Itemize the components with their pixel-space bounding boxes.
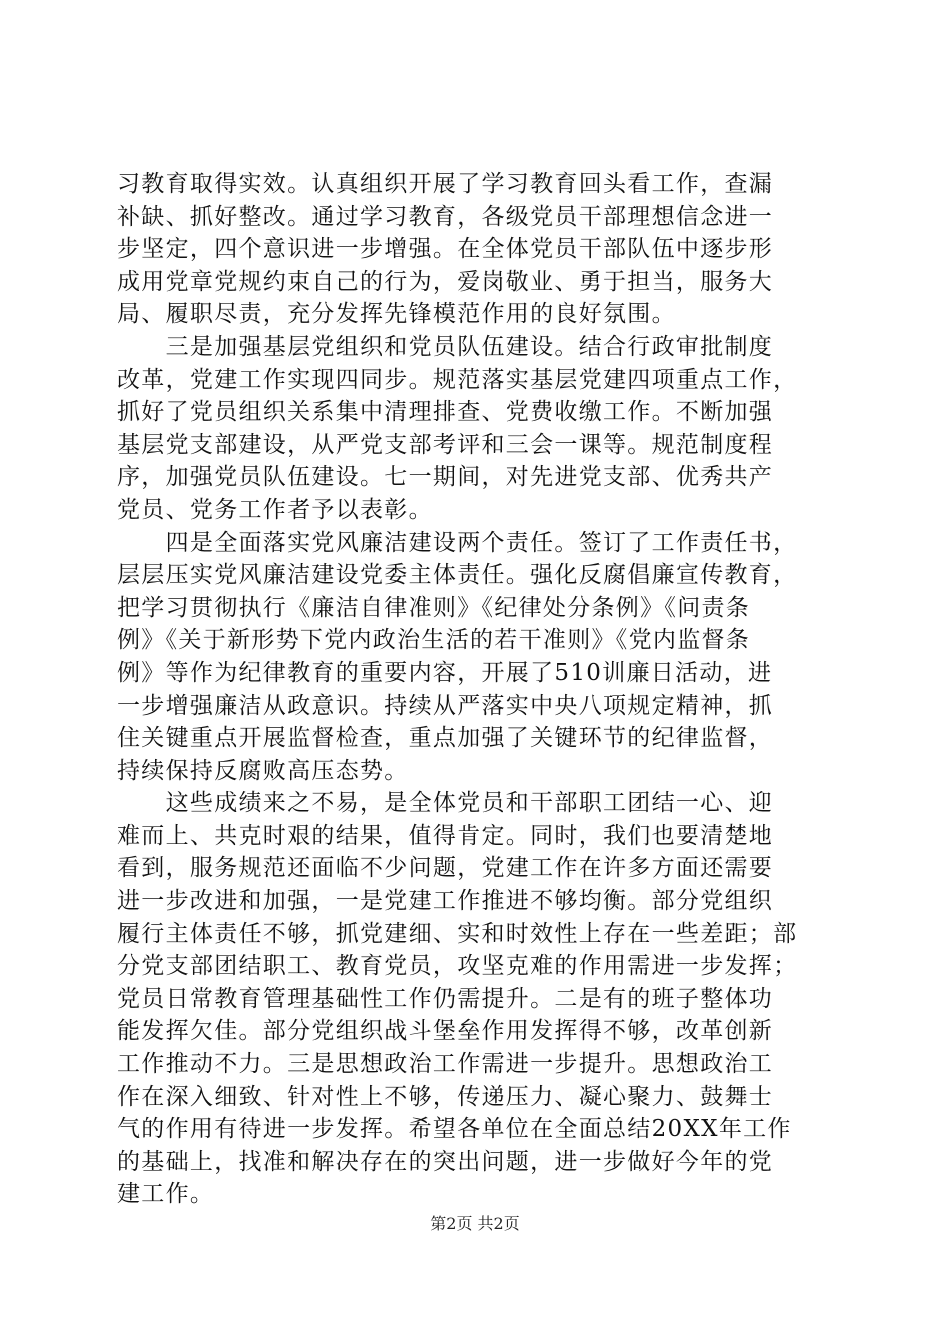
text-line: 步坚定，四个意识进一步增强。在全体党员干部队伍中逐步形 [117, 236, 774, 263]
text-line: 习教育取得实效。认真组织开展了学习教育回头看工作，查漏 [117, 171, 774, 197]
text-line: 局、履职尽责，充分发挥先锋模范作用的良好氛围。 [117, 301, 676, 328]
text-line: 党员日常教育管理基础性工作仍需提升。二是有的班子整体功 [117, 985, 774, 1012]
text-line: 工作推动不力。三是思想政治工作需进一步提升。思想政治工 [117, 1051, 774, 1078]
text-line: 抓好了党员组织关系集中清理排查、党费收缴工作。不断加强 [117, 399, 774, 426]
text-line: 的基础上，找准和解决存在的突出问题，进一步做好今年的党 [117, 1148, 774, 1175]
text-line: 能发挥欠佳。部分党组织战斗堡垒作用发挥得不够，改革创新 [117, 1018, 774, 1045]
text-line: 这些成绩来之不易，是全体党员和干部职工团结一心、迎 [117, 790, 774, 817]
text-line: 党员、党务工作者予以表彰。 [117, 496, 433, 523]
text-line: 看到，服务规范还面临不少问题，党建工作在许多方面还需要 [117, 855, 774, 882]
text-line: 三是加强基层党组织和党员队伍建设。结合行政审批制度 [117, 333, 774, 360]
text-line: 成用党章党规约束自己的行为，爱岗敬业、勇于担当，服务大 [117, 268, 774, 295]
text-line: 基层党支部建设，从严党支部考评和三会一课等。规范制度程 [117, 431, 774, 458]
text-line: 四是全面落实党风廉洁建设两个责任。签订了工作责任书， [117, 529, 798, 556]
text-line: 难而上、共克时艰的结果，值得肯定。同时，我们也要清楚地 [117, 822, 774, 849]
text-line: 把学习贯彻执行《廉洁自律准则》《纪律处分条例》《问责条 [117, 594, 751, 621]
text-line: 补缺、抓好整改。通过学习教育，各级党员干部理想信念进一 [117, 203, 774, 230]
text-line: 改革，党建工作实现四同步。规范落实基层党建四项重点工作， [117, 366, 798, 393]
text-line: 分党支部团结职工、教育党员，攻坚克难的作用需进一步发挥； [117, 953, 798, 980]
text-line: 例》《关于新形势下党内政治生活的若干准则》《党内监督条 [117, 627, 751, 654]
text-line: 住关键重点开展监督检查，重点加强了关键环节的纪律监督， [117, 725, 774, 752]
text-line: 进一步改进和加强，一是党建工作推进不够均衡。部分党组织 [117, 888, 774, 915]
text-line: 序，加强党员队伍建设。七一期间，对先进党支部、优秀共产 [117, 464, 774, 491]
text-line: 建工作。 [117, 1181, 215, 1208]
text-line: 例》等作为纪律教育的重要内容，开展了510训廉日活动，进 [117, 659, 773, 686]
page-number-footer: 第2页 共2页 [430, 1214, 520, 1233]
text-line: 作在深入细致、针对性上不够，传递压力、凝心聚力、鼓舞士 [117, 1083, 774, 1110]
document-body [117, 168, 837, 1211]
text-line: 持续保持反腐败高压态势。 [117, 757, 409, 784]
text-line: 层层压实党风廉洁建设党委主体责任。强化反腐倡廉宣传教育， [117, 562, 798, 589]
text-line: 履行主体责任不够，抓党建细、实和时效性上存在一些差距；部 [117, 920, 798, 947]
text-line: 气的作用有待进一步发挥。希望各单位在全面总结20XX年工作 [117, 1116, 792, 1143]
text-line: 一步增强廉洁从政意识。持续从严落实中央八项规定精神，抓 [117, 692, 774, 719]
